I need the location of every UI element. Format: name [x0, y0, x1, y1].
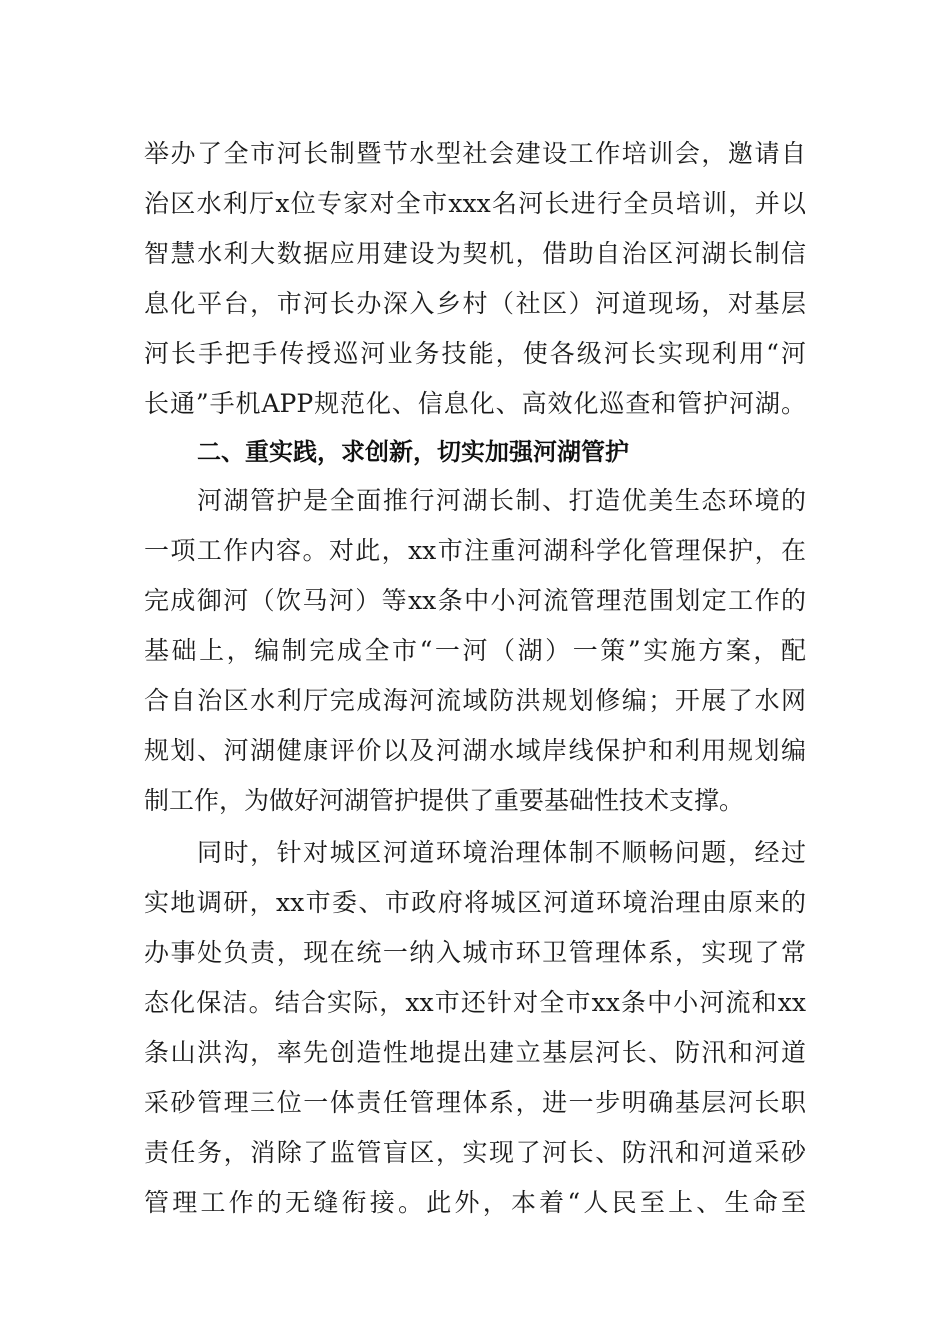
paragraph3-line-8: 管理工作的无缝衔接。此外，本着“人民至上、生命至	[144, 1188, 806, 1217]
paragraph3-line-4: 态化保洁。结合实际，xx市还针对全市xx条中小河流和xx	[144, 988, 806, 1017]
section-heading-2: 二、重实践，求创新，切实加强河湖管护	[197, 438, 629, 466]
paragraph2-line-1: 河湖管护是全面推行河湖长制、打造优美生态环境的	[197, 486, 806, 515]
paragraph3-line-7: 责任务，消除了监管盲区，实现了河长、防汛和河道采砂	[144, 1138, 806, 1167]
paragraph1-line-4: 息化平台，市河长办深入乡村（社区）河道现场，对基层	[144, 289, 806, 318]
paragraph2-line-4: 基础上，编制完成全市“一河（湖）一策”实施方案，配	[144, 636, 806, 665]
paragraph1-line-3: 智慧水利大数据应用建设为契机，借助自治区河湖长制信	[144, 239, 806, 268]
paragraph1-line-5: 河长手把手传授巡河业务技能，使各级河长实现利用“河	[144, 339, 806, 368]
paragraph1-line-2: 治区水利厅x位专家对全市xxx名河长进行全员培训，并以	[144, 189, 806, 218]
paragraph3-line-3: 办事处负责，现在统一纳入城市环卫管理体系，实现了常	[144, 938, 806, 967]
paragraph2-line-5: 合自治区水利厅完成海河流域防洪规划修编；开展了水网	[144, 686, 806, 715]
paragraph3-line-5: 条山洪沟，率先创造性地提出建立基层河长、防汛和河道	[144, 1038, 806, 1067]
paragraph1-line-1: 举办了全市河长制暨节水型社会建设工作培训会，邀请自	[144, 139, 806, 168]
paragraph3-line-6: 采砂管理三位一体责任管理体系，进一步明确基层河长职	[144, 1088, 806, 1117]
paragraph2-line-7: 制工作，为做好河湖管护提供了重要基础性技术支撑。	[144, 786, 745, 815]
paragraph3-line-2: 实地调研，xx市委、市政府将城区河道环境治理由原来的	[144, 888, 806, 917]
paragraph3-line-1: 同时，针对城区河道环境治理体制不顺畅问题，经过	[197, 838, 806, 867]
paragraph2-line-3: 完成御河（饮马河）等xx条中小河流管理范围划定工作的	[144, 586, 806, 615]
paragraph2-line-2: 一项工作内容。对此，xx市注重河湖科学化管理保护，在	[144, 536, 806, 565]
paragraph1-line-6: 长通”手机APP规范化、信息化、高效化巡查和管护河湖。	[144, 389, 806, 418]
paragraph2-line-6: 规划、河湖健康评价以及河湖水域岸线保护和利用规划编	[144, 736, 806, 765]
